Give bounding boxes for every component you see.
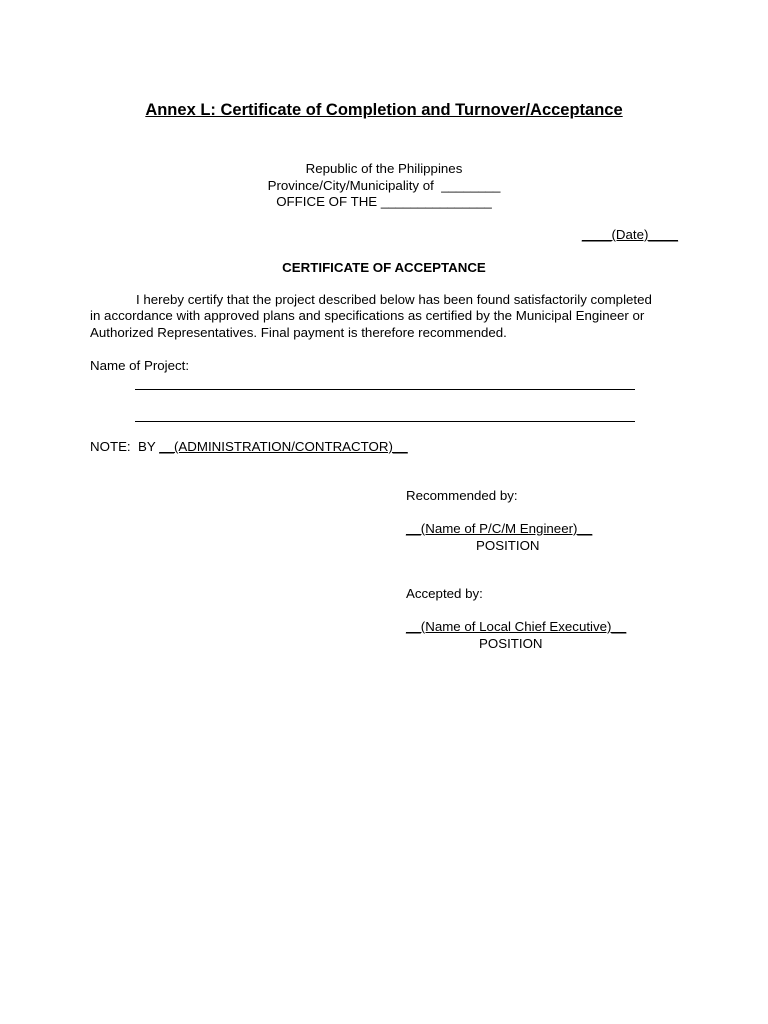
certification-line-1 bbox=[90, 292, 680, 308]
certification-line-1-text: I hereby certify that the project described below has been found satisfactorily completed bbox=[136, 292, 652, 307]
letterhead-office: OFFICE OF THE _______________ bbox=[276, 194, 492, 209]
project-name-blank-line-2 bbox=[135, 421, 635, 422]
document-title: Annex L: Certificate of Completion and Turnover/Acceptance bbox=[145, 101, 623, 119]
project-name-blank-line-1 bbox=[135, 389, 635, 390]
date-field bbox=[582, 227, 678, 243]
recommended-by-name: __(Name of P/C/M Engineer)__ bbox=[406, 521, 593, 536]
accepted-by-label: Accepted by: bbox=[406, 586, 483, 601]
project-name-label: Name of Project: bbox=[90, 358, 190, 373]
certification-line-3: Authorized Representatives. Final payment is therefore recommended. bbox=[90, 324, 507, 340]
accepted-by-position: POSITION bbox=[479, 636, 543, 651]
accepted-by-name: __(Name of Local Chief Executive)__ bbox=[406, 619, 627, 634]
note-value: __(ADMINISTRATION/CONTRACTOR)__ bbox=[159, 439, 408, 454]
letterhead-republic: Republic of the Philippines bbox=[305, 161, 463, 176]
letterhead bbox=[0, 161, 768, 211]
date-underline-trail: ____ bbox=[648, 227, 678, 242]
date-label: (Date) bbox=[611, 227, 649, 242]
recommended-by-position: POSITION bbox=[476, 538, 540, 553]
recommended-by-label: Recommended by: bbox=[406, 488, 518, 503]
note-prefix: NOTE: BY bbox=[90, 439, 160, 454]
certification-line-2: in accordance with approved plans and specifications as certified by the Municipal Engineer or bbox=[90, 308, 645, 324]
date-underline-lead: ____ bbox=[581, 227, 612, 242]
certification-paragraph bbox=[90, 292, 680, 341]
certificate-heading: CERTIFICATE OF ACCEPTANCE bbox=[282, 260, 486, 275]
letterhead-province: Province/City/Municipality of ________ bbox=[267, 177, 501, 193]
note-line bbox=[90, 439, 408, 455]
